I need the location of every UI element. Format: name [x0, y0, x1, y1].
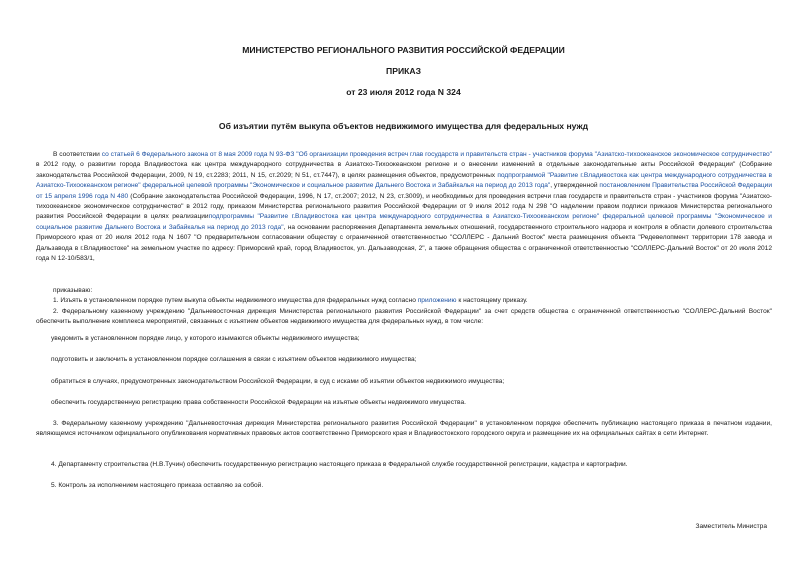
item-4: 4. Департаменту строительства (Н.В.Тучин) обеспечить государственную регистрацию настоящего приказа в Федеральной службе государственной регистрации, кадастра и картографии. — [51, 461, 628, 468]
item-1-tail: к настоящему приказу. — [456, 297, 528, 305]
preamble-text: В соответствии — [53, 151, 102, 158]
legal-reference-link[interactable]: подпрограммой "Развитие г.Владивостока как центра международного сотрудничества в Азиатско-Тихоокеанском регионе" федеральной целевой программы "Экономическое и социальное развитие Дальнего Востока и Забайкалья на период до 2013 года" — [36, 171, 772, 190]
preamble-text: (Собрание законодательства Российской Федерации, 1996, N 17, ст.2007; 2012, N 23, ст.3009), и необходимых для проведения встречи глав государств и правительств стран - участников форума "Азиатско-тихоокеанское экономическое сотрудничество" в 2012 году, приказом Министерства регионального развития Российской Федерации от 9 июля 2012 года N 298 "О наделении правом подписи приказов Министерства регионального развития Российской Федерации в целях реализации — [36, 192, 772, 221]
item-5: 5. Контроль за исполнением настоящего приказа оставляю за собой. — [51, 482, 264, 489]
preamble-text: в 2012 году, о развитии города Владивостока как центра международного сотрудничества в Азиатско-Тихоокеанском регионе и о внесении изменений в отдельные законодательные акты Российской Федерации" (Собрание законодательства Российской Федерации, 2009, N 19, ст.2283; 2011, N 15, ст.2029; N 51, ст.7447), в целях размещения объектов, предусмотренных — [36, 161, 772, 179]
item-1 — [36, 296, 772, 306]
preamble-text: , утвержденной — [550, 182, 600, 190]
order-word: приказываю: — [53, 287, 93, 294]
subitem-1: уведомить в установленном порядке лицо, у которого изымаются объекты недвижимого имущества; — [51, 335, 360, 342]
item-3-text: 3. Федеральному казенному учреждению "Дальневосточная дирекция Министерства регионального развития Российской Федерации" в установленном порядке обеспечить публикацию настоящего приказа в печатном издании, являющемся источником официального опубликования нормативных правовых актов соответственно Приморского края и Владивостокского городского округа и размещение их на официальных сайтах в сети Интернет. — [36, 420, 772, 438]
order-subject: Об изъятии путём выкупа объектов недвижимого имущества для федеральных нужд — [218, 121, 589, 131]
ministry-heading: МИНИСТЕРСТВО РЕГИОНАЛЬНОГО РАЗВИТИЯ РОССИЙСКОЙ ФЕДЕРАЦИИ — [242, 45, 565, 55]
preamble-text: , на основании распоряжения Департамента земельных отношений, государственного строительного надзора и контроля в области долевого строительства Приморского края от 20 июля 2012 года N 1607 "О предварительном согласовании обществу с ограниченной ответственностью "СОЛЛЕРС - Дальний Восток" места размещения объекта "Редевелопмент территории 178 завода и Дальзавода в г.Владивостоке" на земельном участке по адресу: Приморский край, город Владивосток, ул. Дальзаводская, 2", а также обращения общества с ограниченной ответственностью "СОЛЛЕРС-Дальний Восток" от 20 июля 2012 года N 12-10/583/1, — [36, 223, 772, 263]
preamble-paragraph — [36, 150, 772, 264]
subitem-3: обратиться в случаях, предусмотренных законодательством Российской Федерации, в суд с исками об изъятии объектов недвижимого имущества; — [51, 378, 505, 385]
item-1-text: 1. Изъять в установленном порядке путем выкупа объекты недвижимого имущества для федеральных нужд согласно — [53, 297, 418, 305]
subitem-4: обеспечить государственную регистрацию права собственности Российской Федерации на изъятые объекты недвижимого имущества. — [51, 399, 466, 406]
appendix-link[interactable]: приложению — [417, 297, 457, 305]
signature-title: Заместитель Министра — [695, 523, 767, 530]
date-and-number: от 23 июля 2012 года N 324 — [346, 87, 461, 97]
subitem-2: подготовить и заключить в установленном порядке соглашения в связи с изъятием объектов недвижимого имущества; — [51, 356, 417, 363]
legal-reference-link[interactable]: подпрограммы "Развитие г.Владивостока как центра международного сотрудничества в Азиатско-Тихоокеанском регионе" федеральной целевой программы "Экономическое и социальное развитие Дальнего Востока и Забайкалья на период до 2013 года" — [36, 213, 772, 231]
item-2: 2. Федеральному казенному учреждению "Дальневосточная дирекция Министерства регионального развития Российской Федерации" за счет средств общества с ограниченной ответственностью "СОЛЛЕРС-Дальний Восток" обеспечить выполнение комплекса мероприятий, связанных с изъятием объектов недвижимого имущества для федеральных нужд, в том числе: — [36, 307, 772, 326]
item-3 — [36, 419, 772, 440]
order-body — [36, 286, 772, 328]
legal-reference-link[interactable]: постановлением Правительства Российской Федерации от 15 апреля 1996 года N 480 — [36, 182, 773, 200]
document-type: ПРИКАЗ — [386, 66, 421, 76]
legal-reference-link[interactable]: со статьей 6 Федерального закона от 8 мая 2009 года N 93-ФЗ "Об организации проведения встреч глав государств и правительств стран - участников форума "Азиатско-тихоокеанское экономическое сотрудничество" — [101, 151, 772, 158]
